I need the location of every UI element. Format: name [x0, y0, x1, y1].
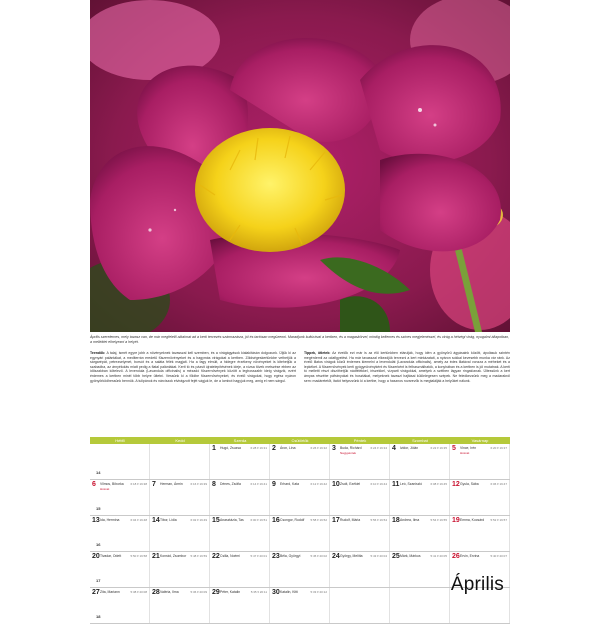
- peony-illustration: [90, 0, 510, 332]
- name-day: Vilmos, Bíborka: [100, 482, 124, 486]
- calendar-weeks: [90, 444, 510, 624]
- sunrise-sunset-times: 6:28 ▾ 19:31: [250, 446, 267, 450]
- day-number: 3: [332, 445, 336, 452]
- calendar-week: [90, 588, 510, 624]
- sunrise-sunset-times: 6:24 ▾ 19:34: [370, 446, 387, 450]
- day-number: 5: [452, 445, 456, 452]
- calendar-day: [210, 516, 270, 551]
- calendar-day: [270, 480, 330, 515]
- todo-label: Teendők:: [90, 351, 106, 355]
- weekday-label: Kedd: [175, 438, 185, 443]
- name-day: Valéria, Ilma: [160, 590, 179, 594]
- todo-text: A talaj, ismét egyre jobb a növényeknek tavasszal kell szemben, és a virágágyások kialakításán dolgozunk. Üljük ki az egynyári palántákat, a mediterrán eredetű fűszernövényeket és a hagymás virágokat a kertben. Zöldségeskertünkbe vethetjük a sárgarépát, petrezselymet, borsót és a saláta félék magjait. Ha a fagy elmúlt, a hidegre érzékeny növényeket is kitehetjük a szabadba, az árnyékolás miatt pedig a fiatal palántákat. Kerti tó és pázsit újratelepítésének ideje, a rózsa tövek metszése ebben az időszakban kötelező. A levendula (Lavandula officinalis) a mézadó fűszernövények között a leghosszabb ideig virágzik, ezért érdemes a kertben minél több helyre ültetni. Vessünk ki a földbe fűszernövényeket, és évelő virágokat, hogy egész nyáron gyönyörködhessünk bennük. A tulipánok és nárciszok elvirágzott fejét vágjuk le, de a lombot hagyjuk meg, amíg el nem sárgul.: [90, 351, 296, 383]
- sunrise-sunset-times: 5:56 ▾ 19:54: [370, 518, 387, 522]
- sunrise-sunset-times: 5:52 ▾ 19:57: [490, 518, 507, 522]
- sunrise-sunset-times: 5:54 ▾ 19:55: [430, 518, 447, 522]
- holiday-label: Húsvét: [100, 486, 110, 491]
- day-number: 1: [212, 445, 216, 452]
- name-day: Tivadar, Odett: [100, 554, 122, 558]
- week-number: 15: [96, 506, 101, 511]
- name-day: Ervin, Ervina: [460, 554, 480, 558]
- name-day: György, Melitta: [340, 554, 363, 558]
- week-number: 16: [96, 542, 101, 547]
- day-number: 16: [272, 517, 280, 524]
- weekday-label: Péntek: [353, 438, 367, 443]
- month-title: Április: [450, 574, 504, 595]
- name-day: Gyula, Sába: [460, 482, 479, 486]
- day-number: 8: [212, 481, 216, 488]
- name-day: Zsolt, Ezékiel: [340, 482, 361, 486]
- sunrise-sunset-times: 5:36 ▾ 20:09: [190, 590, 207, 594]
- day-number: 11: [392, 481, 400, 488]
- day-number: 14: [152, 517, 160, 524]
- name-day: Izidor, Jólán: [400, 446, 419, 450]
- calendar-day: [270, 444, 330, 479]
- name-day: Rudolf, Mária: [340, 518, 361, 522]
- day-number: 15: [212, 517, 220, 524]
- name-day: Anasztázia, Tas: [220, 518, 244, 522]
- name-day: Márk, Márkus: [400, 554, 421, 558]
- day-number: 19: [452, 517, 460, 524]
- week-number: 14: [96, 470, 101, 475]
- name-day: Zita, Mariann: [100, 590, 120, 594]
- tips-text: Az évelők ezt már is az élő kertünkben elárulják, hogy idén a gyönyörű ágyásaink között, ápolásuk szintén megérdemli az odafigyelést. Ha már tavasszal elkezdjük tervezni a kert mintázatait, a nyáron sokkal kevesebb munka vár ránk. Az évelő illatos virágok közül érdemes kiemelni a levendulát (Lavandula officinalis), amely az édes illatával vonzza a méheket és a lepkéket. A fűszernövények kerti gyógynövényként és fűszerként is felhasználhatók, a konyhában és a kertben is jól mutatnak. A kerti tó melletti részt díszíthetjük nádfélékkel, íriszekkel, vízparti virágokkal, amelyek a szélben lágyan ringatóznak. Ültessünk a kert árnyas részébe páfrányokat és hosztákat, melyeknek tavaszi hajtásai különlegesen szépek. Ne feledkezzünk meg a madarakról sem: madáretetőt, itatót helyezzünk ki a kertbe, hogy a hasznos rovarevők is megtalálják a helyüket nálunk.: [304, 351, 510, 383]
- calendar-day: [210, 444, 270, 479]
- day-number: 26: [452, 553, 460, 560]
- calendar-day: [390, 552, 450, 587]
- calendar-day: [270, 516, 330, 551]
- day-number: 6: [92, 481, 96, 488]
- sunrise-sunset-times: 6:00 ▾ 19:51: [250, 518, 267, 522]
- day-number: 4: [392, 445, 396, 452]
- day-number: 2: [272, 445, 276, 452]
- sunrise-sunset-times: 5:35 ▾ 20:11: [250, 590, 267, 594]
- sunrise-sunset-times: 6:02 ▾ 19:49: [190, 518, 207, 522]
- name-day: Béla, Györgyi: [280, 554, 301, 558]
- sunrise-sunset-times: 5:48 ▾ 19:59: [190, 554, 207, 558]
- name-day: Emma, Kocsárd: [460, 518, 485, 522]
- week-number: 17: [96, 578, 101, 583]
- sunrise-sunset-times: 5:41 ▾ 20:05: [430, 554, 447, 558]
- calendar-day: [390, 480, 450, 515]
- name-day: Andrea, Ilma: [400, 518, 420, 522]
- calendar-day: [390, 444, 450, 479]
- day-number: 23: [272, 553, 280, 560]
- day-number: 13: [92, 517, 100, 524]
- sunrise-sunset-times: 5:58 ▾ 19:52: [310, 518, 327, 522]
- calendar-day: [270, 552, 330, 587]
- sunrise-sunset-times: 6:10 ▾ 19:44: [370, 482, 387, 486]
- calendar-day: [330, 444, 390, 479]
- holiday-label: Nagypéntek: [340, 450, 357, 455]
- calendar-day: [210, 588, 270, 623]
- name-day: Buda, Richárd: [340, 446, 362, 450]
- calendar-day: [150, 516, 210, 551]
- name-day: Tibor, Lídia: [160, 518, 177, 522]
- name-day: Dénes, Zsófia: [220, 482, 241, 486]
- weekday-label: Csütörtök: [291, 438, 309, 443]
- day-number: 29: [212, 589, 220, 596]
- text-columns: [90, 351, 510, 383]
- sunrise-sunset-times: 6:06 ▾ 19:47: [490, 482, 507, 486]
- calendar-day: [150, 588, 210, 623]
- sunrise-sunset-times: 6:16 ▾ 19:39: [190, 482, 207, 486]
- name-day: Ida, Hermina: [100, 518, 120, 522]
- sunrise-sunset-times: 6:18 ▾ 19:38: [130, 482, 147, 486]
- day-number: 21: [152, 553, 160, 560]
- weekday-label: Szombat: [412, 438, 428, 443]
- name-day: Katalin, Kitti: [280, 590, 298, 594]
- day-number: 28: [152, 589, 160, 596]
- calendar-day: [330, 516, 390, 551]
- sunrise-sunset-times: 6:20 ▾ 19:37: [490, 446, 507, 450]
- sunrise-sunset-times: 6:08 ▾ 19:45: [430, 482, 447, 486]
- name-day: Áron, Lina: [280, 446, 296, 450]
- name-day: Herman, Ármin: [160, 482, 183, 486]
- sunrise-sunset-times: 5:45 ▾ 20:02: [310, 554, 327, 558]
- day-number: 27: [92, 589, 100, 596]
- weekday-label: Szerda: [233, 438, 247, 443]
- day-number: 24: [332, 553, 340, 560]
- name-day: Csongor, Rudolf: [280, 518, 305, 522]
- name-day: Vince, Irén: [460, 446, 477, 450]
- calendar-day: [270, 588, 330, 623]
- weekday-label: Hétfő: [115, 438, 125, 443]
- calendar-day: [210, 552, 270, 587]
- calendar-day: [150, 480, 210, 515]
- name-day: Leó, Szaniszló: [400, 482, 423, 486]
- calendar-day: [330, 588, 390, 623]
- sunrise-sunset-times: 5:47 ▾ 20:01: [250, 554, 267, 558]
- calendar-day: [150, 552, 210, 587]
- name-day: Hugó, Zsuzsa: [220, 446, 241, 450]
- sunrise-sunset-times: 5:40 ▾ 20:07: [490, 554, 507, 558]
- calendar-day: [390, 516, 450, 551]
- name-day: Péter, Katalin: [220, 590, 241, 594]
- calendar-week: [90, 552, 510, 588]
- weekday-label: Vasárnap: [471, 438, 489, 443]
- sunrise-sunset-times: 6:04 ▾ 19:48: [130, 518, 147, 522]
- day-number: 12: [452, 481, 460, 488]
- day-number: 17: [332, 517, 340, 524]
- day-number: 18: [392, 517, 400, 524]
- todo-column: [90, 351, 296, 383]
- calendar-day: [450, 480, 510, 515]
- tips-label: Tippek, ötletek:: [304, 351, 331, 355]
- flower-photo: [90, 0, 510, 332]
- weekday-header: [90, 437, 510, 444]
- day-number: 7: [152, 481, 156, 488]
- photo-caption: Április szerelemes, mely tavasz van, de már megfelelő alkalmat ad a kerti tervezés származásra, jól és tartósan megüzenni. Maradjunk kultúrával a kertben, és a magaskörvel, mindig kellemes és színes megjelenéssel, és virág a hétvégi virág, nyugalmi állapotban, a melléklet elhelyezni a helyét.: [90, 335, 510, 344]
- name-day: Konrád, Zsombor: [160, 554, 187, 558]
- sunrise-sunset-times: 5:50 ▾ 19:58: [130, 554, 147, 558]
- calendar-day: [210, 480, 270, 515]
- calendar-day: [330, 480, 390, 515]
- day-number: 25: [392, 553, 400, 560]
- day-number: 30: [272, 589, 280, 596]
- day-number: 9: [272, 481, 276, 488]
- holiday-label: Húsvét: [460, 450, 470, 455]
- calendar-day: [330, 552, 390, 587]
- name-day: Erhard, Kata: [280, 482, 300, 486]
- calendar-day: [450, 516, 510, 551]
- day-number: 20: [92, 553, 100, 560]
- sunrise-sunset-times: 6:22 ▾ 19:35: [430, 446, 447, 450]
- sunrise-sunset-times: 6:12 ▾ 19:42: [310, 482, 327, 486]
- sunrise-sunset-times: 5:33 ▾ 20:12: [310, 590, 327, 594]
- month-calendar: [90, 437, 510, 624]
- calendar-week: [90, 480, 510, 516]
- sunrise-sunset-times: 6:26 ▾ 19:32: [310, 446, 327, 450]
- calendar-day: [390, 588, 450, 623]
- sunrise-sunset-times: 6:14 ▾ 19:41: [250, 482, 267, 486]
- calendar-day: [450, 444, 510, 479]
- calendar-week: [90, 516, 510, 552]
- tips-column: [304, 351, 510, 383]
- name-day: Csilla, Noémi: [220, 554, 240, 558]
- day-number: 10: [332, 481, 340, 488]
- calendar-day: [150, 444, 210, 479]
- sunrise-sunset-times: 5:38 ▾ 20:08: [130, 590, 147, 594]
- sunrise-sunset-times: 5:43 ▾ 20:04: [370, 554, 387, 558]
- calendar-week: [90, 444, 510, 480]
- week-number: 18: [96, 614, 101, 619]
- day-number: 22: [212, 553, 220, 560]
